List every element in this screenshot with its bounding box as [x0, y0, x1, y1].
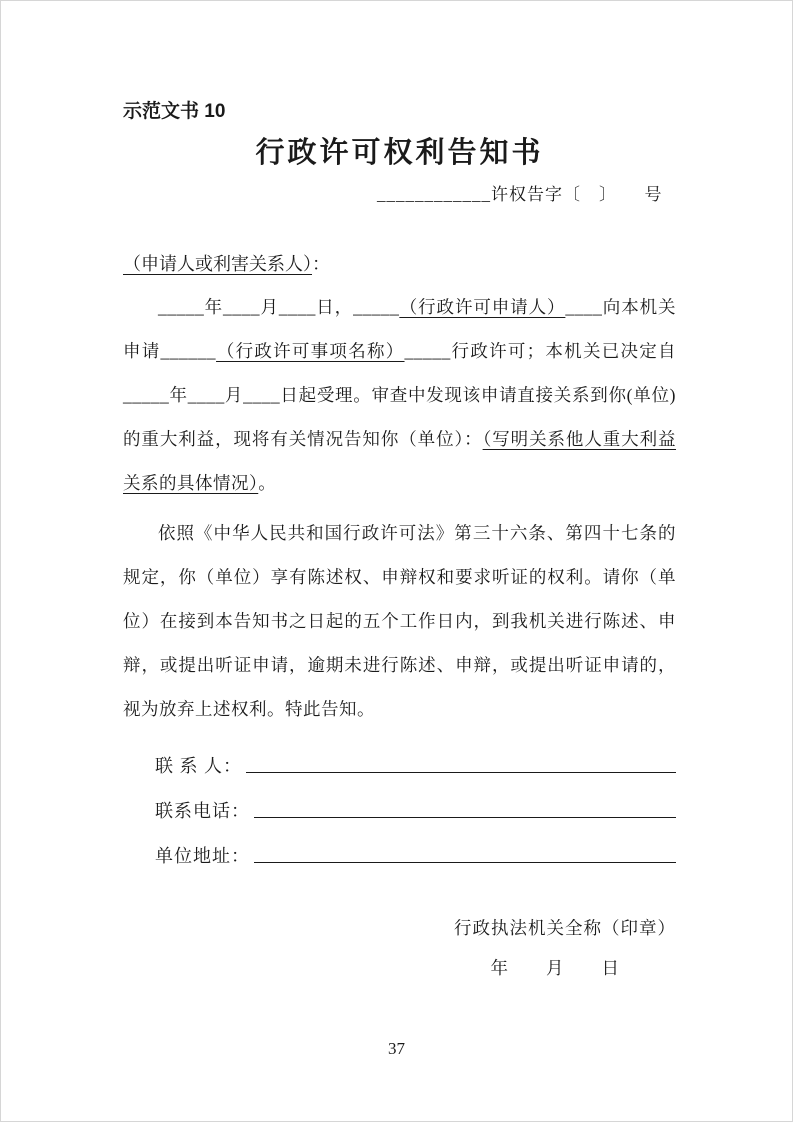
document-number-text: 许权告字〔 〕 号	[491, 185, 663, 204]
page-number: 37	[388, 1039, 405, 1058]
hint-license-item: （行政许可事项名称）	[216, 341, 405, 361]
contact-section	[123, 737, 676, 872]
contact-person-label: 联 系 人：	[155, 756, 242, 776]
contact-phone-blank-line	[254, 816, 676, 818]
text-segment: ____向本机关申请______	[123, 297, 677, 361]
contact-phone-row	[155, 782, 676, 827]
salutation-colon: ：	[312, 254, 330, 274]
document-title: 行政许可权利告知书	[255, 137, 544, 169]
salutation-text: （申请人或利害关系人）	[123, 254, 312, 274]
text-segment: _____行政许可；本机关已决定自_____年____月____日起受理。审查中发现该申请直接关系到你(单位)的重大利益，现将有关情况告知你（单位）：	[123, 341, 677, 449]
contact-address-row	[155, 827, 676, 872]
document-series-label: 示范文书 10	[123, 101, 226, 122]
contact-address-label: 单位地址：	[155, 846, 250, 866]
contact-address-blank-line	[254, 861, 676, 863]
paragraph-application-facts	[123, 285, 676, 505]
contact-person-row	[155, 737, 676, 782]
document-number-blank: ____________	[377, 185, 491, 204]
text-segment: _____年____月____日，_____	[158, 297, 400, 317]
document-number-line	[123, 183, 676, 207]
signature-agency-line: 行政执法机关全称（印章）	[454, 918, 676, 938]
hint-interest-details: （写明关系他人重大利益关系的具体情况）	[123, 429, 677, 493]
text-segment: 。	[258, 473, 277, 493]
hint-applicant: （行政许可申请人）	[399, 297, 566, 317]
salutation-line	[123, 249, 676, 279]
paragraph-rights-notice: 依照《中华人民共和国行政许可法》第三十六条、第四十七条的规定，你（单位）享有陈述权、申辩权和要求听证的权利。请你（单位）在接到本告知书之日起的五个工作日内，到我机关进行陈述、申辩，或提出听证申请，逾期未进行陈述、申辩，或提出听证申请的，视为放弃上述权利。特此告知。	[123, 523, 676, 719]
contact-person-blank-line	[246, 771, 676, 773]
signature-date-line: 年 月 日	[490, 958, 620, 978]
contact-phone-label: 联系电话：	[155, 801, 250, 821]
